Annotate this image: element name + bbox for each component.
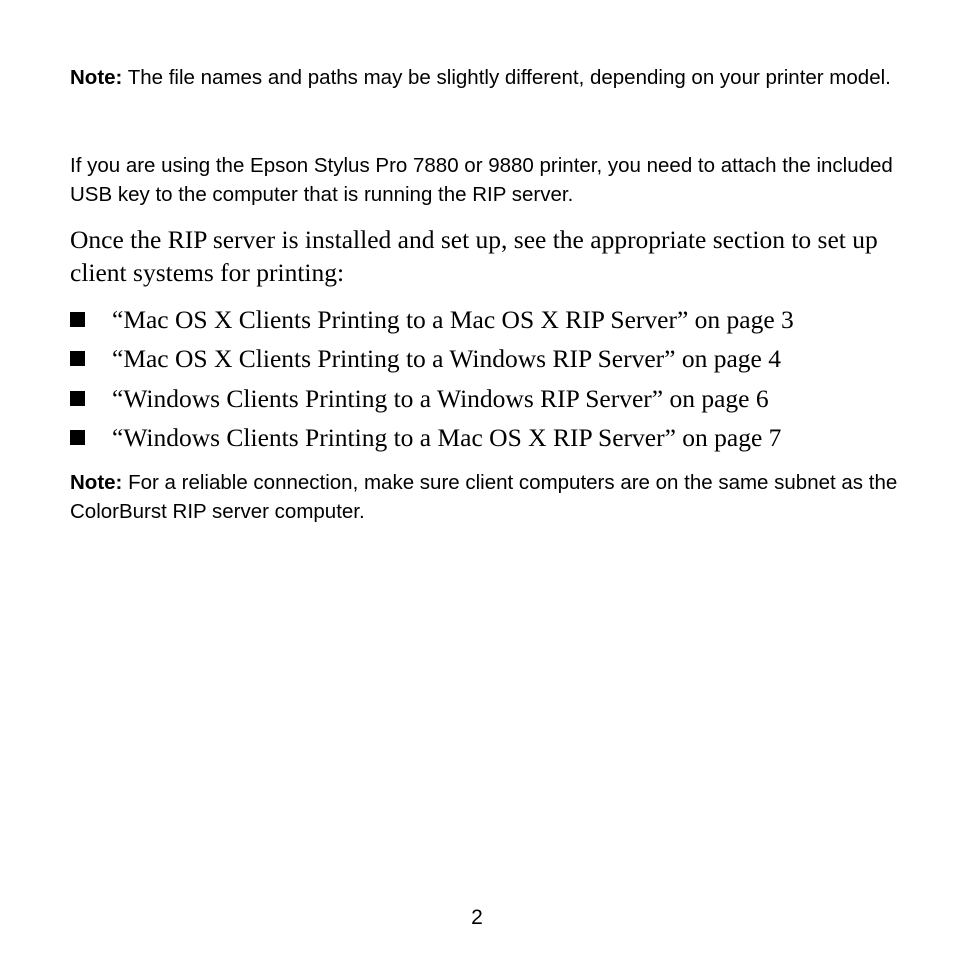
setup-intro-paragraph: Once the RIP server is installed and set up, see the appropriate section to set up client systems for printing: (70, 225, 878, 287)
page-number: 2 (471, 906, 483, 929)
note-printer-model (70, 63, 900, 92)
list-item[interactable] (70, 339, 900, 378)
square-bullet-icon (70, 312, 85, 327)
square-bullet-icon (70, 391, 85, 406)
note-label: Note: (70, 66, 123, 89)
list-item[interactable] (70, 300, 900, 339)
link-windows-to-windows[interactable]: “Windows Clients Printing to a Windows RIP Server” on page 6 (112, 383, 769, 413)
link-mac-to-mac[interactable]: “Mac OS X Clients Printing to a Mac OS X RIP Server” on page 3 (112, 305, 794, 335)
usb-key-paragraph: If you are using the Epson Stylus Pro 7880 or 9880 printer, you need to attach the included USB key to the computer that is running the RIP server. (70, 154, 893, 206)
note-text: The file names and paths may be slightly different, depending on your printer model. (122, 66, 891, 89)
note-reliable-connection (70, 468, 900, 526)
link-mac-to-windows[interactable]: “Mac OS X Clients Printing to a Windows RIP Server” on page 4 (112, 344, 781, 374)
list-item[interactable] (70, 418, 900, 457)
note-label: Note: (70, 471, 123, 494)
link-windows-to-mac[interactable]: “Windows Clients Printing to a Mac OS X RIP Server” on page 7 (112, 423, 782, 453)
list-item[interactable] (70, 379, 900, 418)
client-setup-link-list (70, 300, 900, 457)
square-bullet-icon (70, 351, 85, 366)
square-bullet-icon (70, 430, 85, 445)
note-text: For a reliable connection, make sure client computers are on the same subnet as the ColorBurst RIP server computer. (70, 471, 898, 523)
